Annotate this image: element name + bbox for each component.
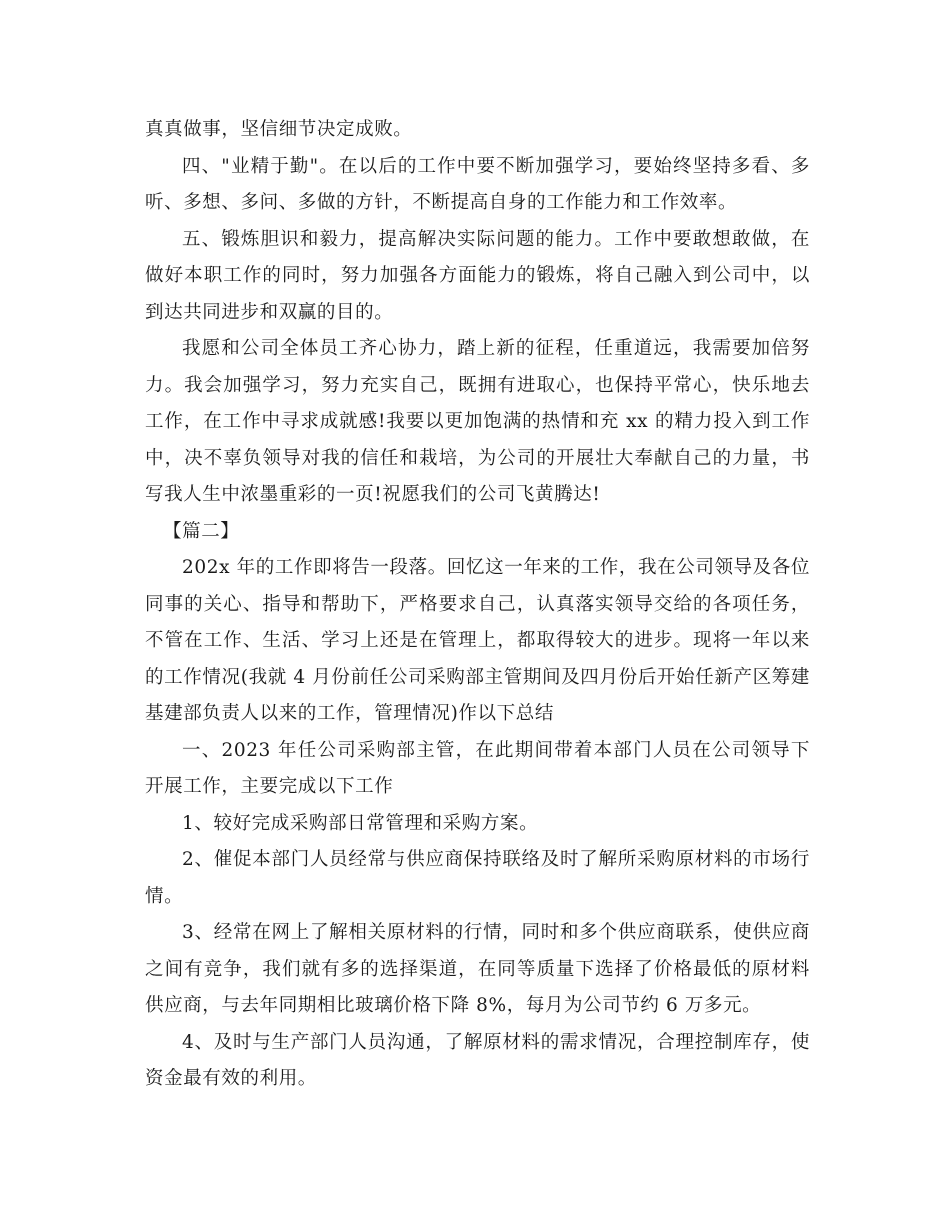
paragraph-continuation: 真真做事，坚信细节决定成败。 bbox=[145, 119, 413, 140]
paragraph-point-five: 五、锻炼胆识和毅力，提高解决实际问题的能力。工作中要敢想敢做，在做好本职工作的同时，努力加强各方面能力的锻炼，将自己融入到公司中，以到达共同进步和双赢的目的。 bbox=[145, 228, 810, 323]
list-item-2: 2、催促本部门人员经常与供应商保持联络及时了解所采购原材料的市场行情。 bbox=[145, 849, 810, 907]
paragraph-point-four: 四、"业精于勤"。在以后的工作中要不断加强学习，要始终坚持多看、多听、多想、多问、多做的方针，不断提高自身的工作能力和工作效率。 bbox=[145, 155, 810, 213]
paragraph-part-one: 一、2023 年任公司采购部主管，在此期间带着本部门人员在公司领导下开展工作，主要完成以下工作 bbox=[145, 739, 810, 797]
paragraph-closing: 我愿和公司全体员工齐心协力，踏上新的征程，任重道远，我需要加倍努力。我会加强学习，努力充实自己，既拥有进取心，也保持平常心，快乐地去工作，在工作中寻求成就感!我要以更加饱满的热情和充 xx 的精力投入到工作中，决不辜负领导对我的信任和栽培，为公司的开展壮大奉献自己的力量，书写我人生中浓墨重彩的一页!祝愿我们的公司飞黄腾达! bbox=[145, 338, 810, 505]
section-heading: 【篇二】 bbox=[163, 520, 240, 542]
document-body bbox=[145, 112, 810, 1098]
list-item-3: 3、经常在网上了解相关原材料的行情，同时和多个供应商联系，使供应商之间有竞争，我们就有多的选择渠道，在同等质量下选择了价格最低的原材料供应商，与去年同期相比玻璃价格下降 8%，每月为公司节约 6 万多元。 bbox=[145, 922, 810, 1016]
paragraph-intro: 202x 年的工作即将告一段落。回忆这一年来的工作，我在公司领导及各位同事的关心、指导和帮助下，严格要求自己，认真落实领导交给的各项任务，不管在工作、生活、学习上还是在管理上，都取得较大的进步。现将一年以来的工作情况(我就 4 月份前任公司采购部主管期间及四月份后开始任新产区筹建基建部负责人以来的工作，管理情况)作以下总结 bbox=[145, 557, 810, 724]
list-item-4: 4、及时与生产部门人员沟通，了解原材料的需求情况，合理控制库存，使资金最有效的利用。 bbox=[145, 1031, 810, 1089]
list-item-1: 1、较好完成采购部日常管理和采购方案。 bbox=[182, 812, 539, 834]
